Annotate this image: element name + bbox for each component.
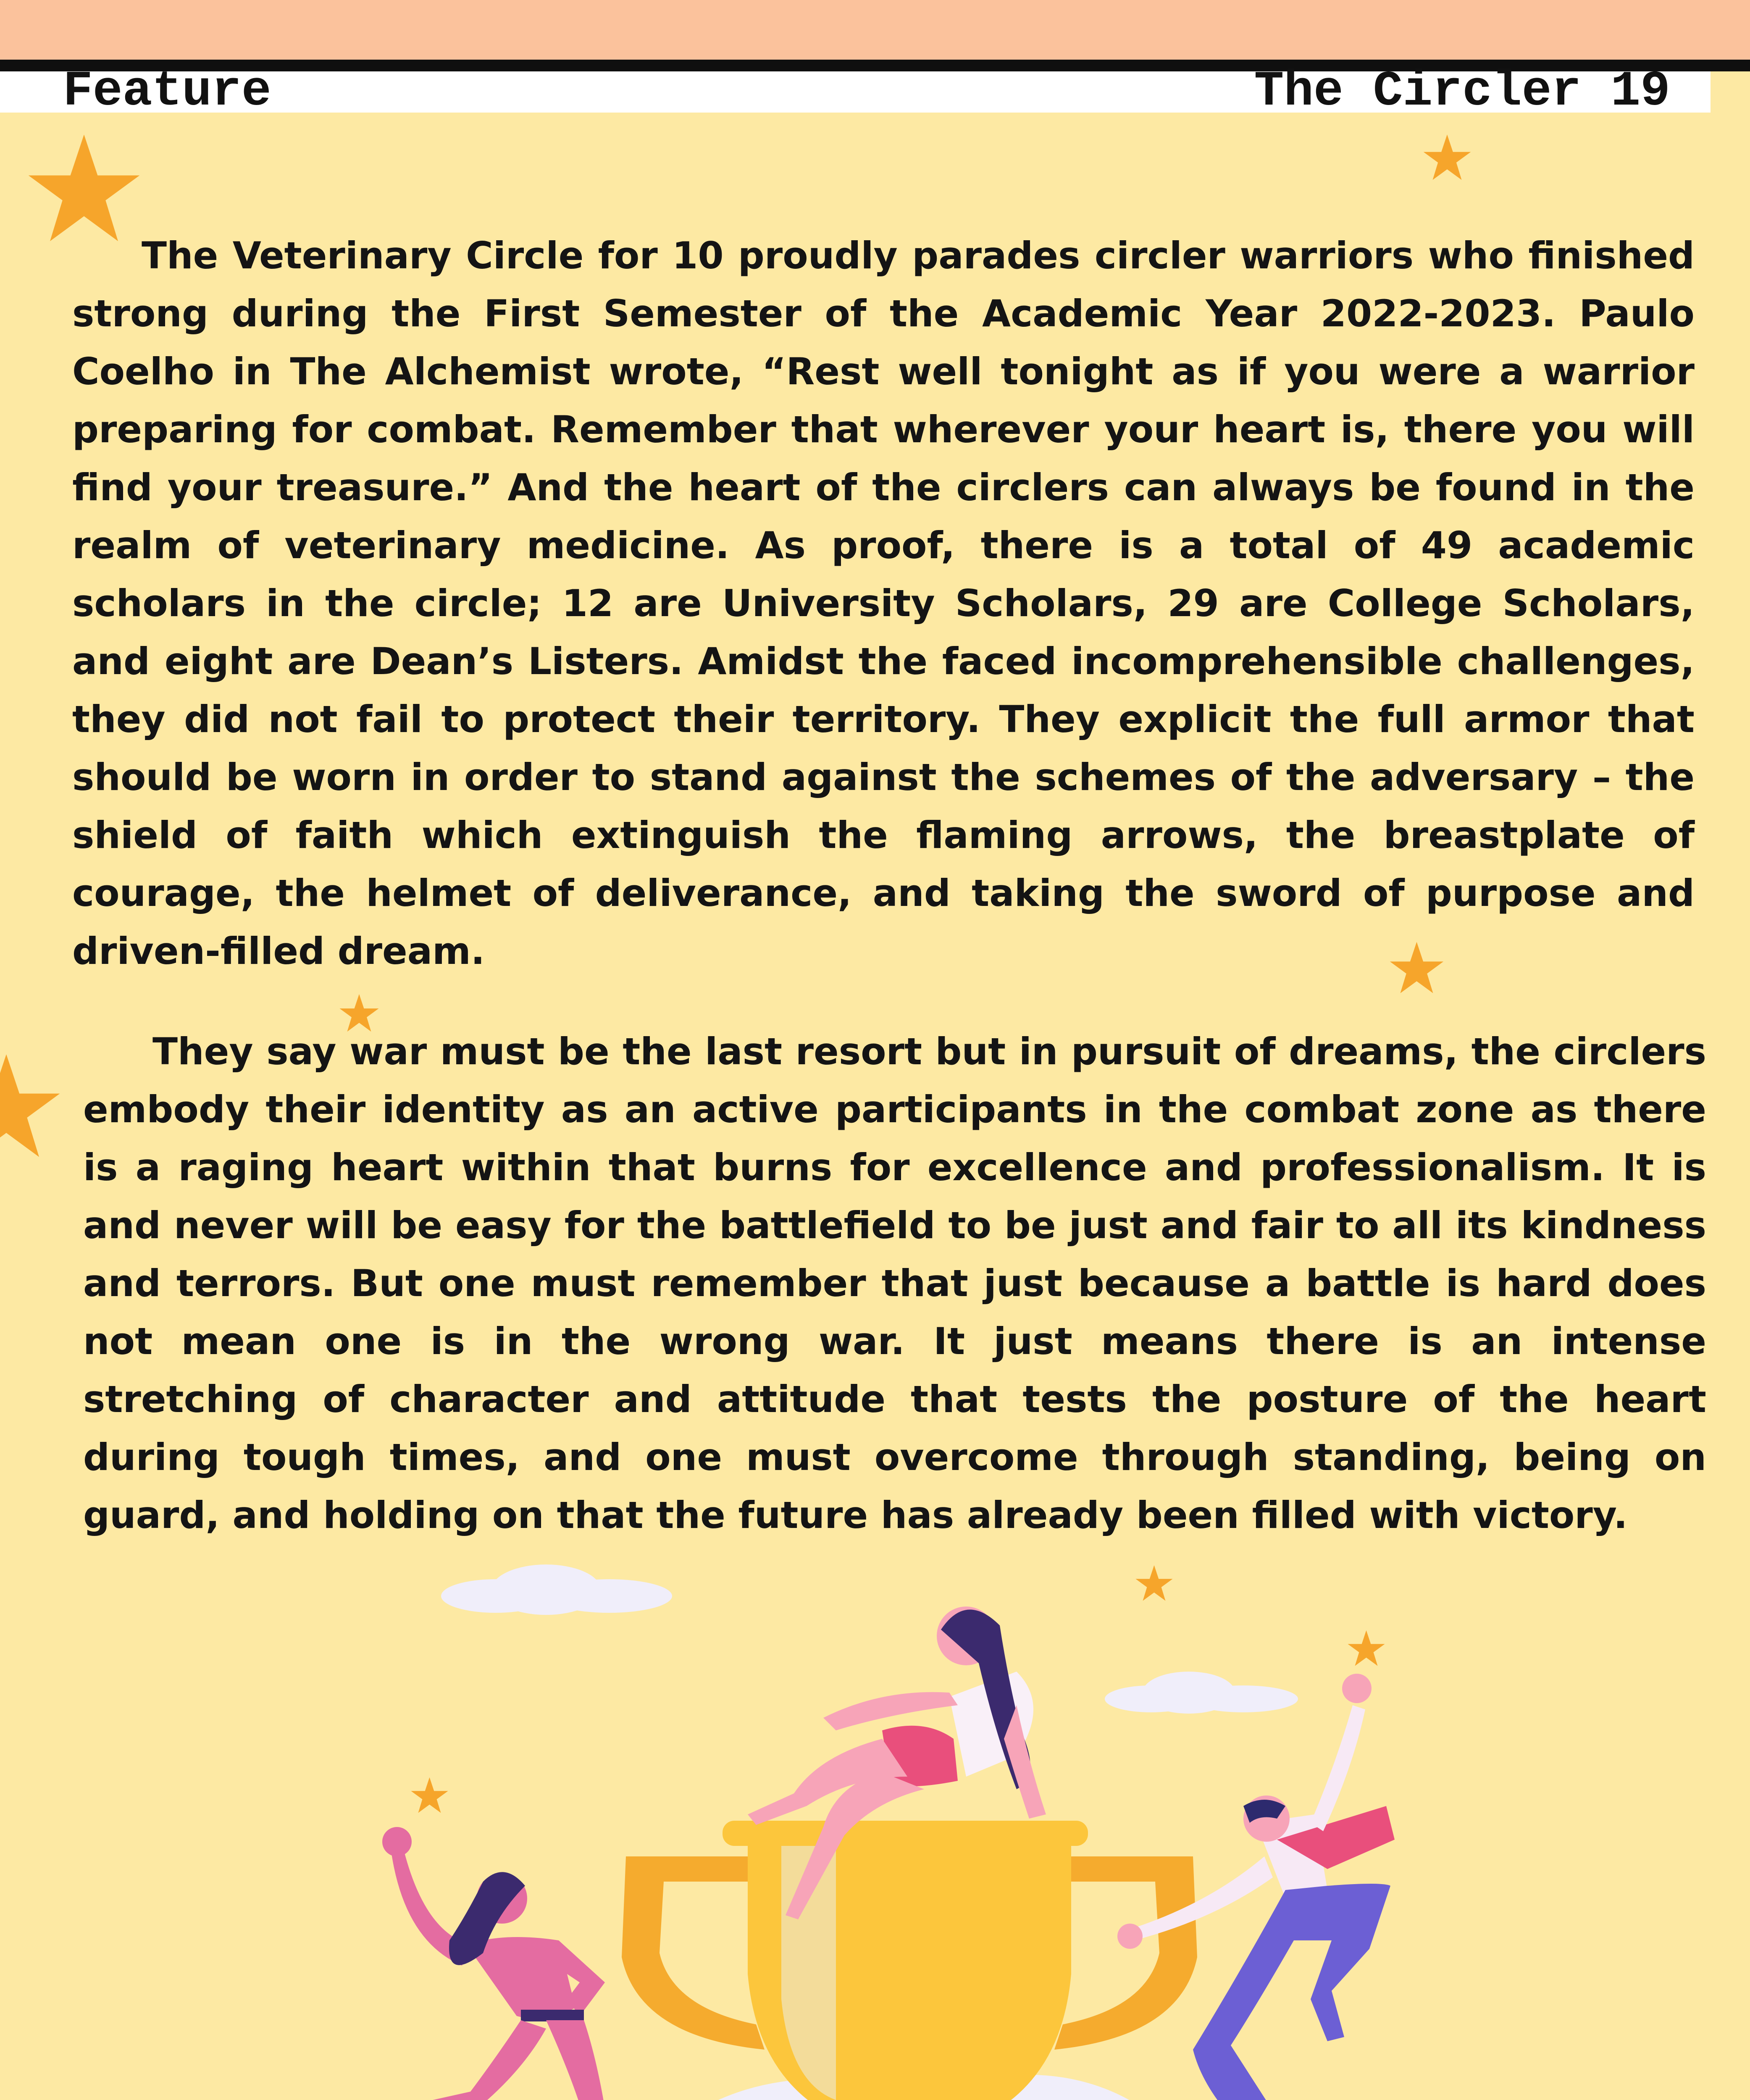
cloud-icon xyxy=(441,1564,672,1615)
cloud-icon xyxy=(1105,1672,1298,1714)
page-number: 19 xyxy=(1611,64,1670,120)
section-label: Feature xyxy=(63,64,271,120)
trophy-icon xyxy=(622,1821,1197,2100)
woman-celebrating xyxy=(382,1827,605,2100)
star-icon xyxy=(0,1052,63,1161)
article-paragraph-2: They say war must be the last resort but in pursuit of dreams, the circlers embody their identity as an active participants in the combat zone as there is a raging heart within that burns for excellence and professionalism. It is and never will be easy for the battlefield to be just and fair to all its kindness and terrors. But one must remember that just because a battle is hard does not mean one is in the wrong war. It just means there is an intense stretching of character and attitude that tests the posture of the heart during tough times, and one must overcome through standing, being on guard, and holding on that the future has already been filled with victory. xyxy=(83,1030,1706,1537)
star-icon xyxy=(338,993,380,1033)
star-icon xyxy=(1422,134,1472,182)
star-icon xyxy=(25,132,143,246)
star-icon xyxy=(1388,941,1445,995)
article-paragraph-1: The Veterinary Circle for 10 proudly parades circler warriors who finished strong during the First Semester of the Academic Year 2022-2023. Paulo Coelho in The Alchemist wrote, “Rest well tonight as if you were a warrior preparing for combat. Remember that wherever your heart is, there you will find your treasure.” And the heart of the circlers can always be found in the realm of veterinary medicine. As proof, there is a total of 49 academic scholars in the circle; 12 are University Scholars, 29 are College Scholars, and eight are Dean’s Listers. Amidst the faced incomprehensible challenges, they did not fail to protect their territory. They explicit the full armor that should be worn in order to stand against the schemes of the adversary – the shield of faith which extinguish the flaming arrows, the breastplate of courage, the helmet of deliverance, and taking the sword of purpose and driven-filled dream. xyxy=(72,234,1695,973)
trophy-celebration-illustration xyxy=(0,1512,1750,2100)
top-band xyxy=(0,0,1750,60)
publication-name: The Circler xyxy=(1254,64,1582,120)
running-header xyxy=(1254,64,1670,120)
